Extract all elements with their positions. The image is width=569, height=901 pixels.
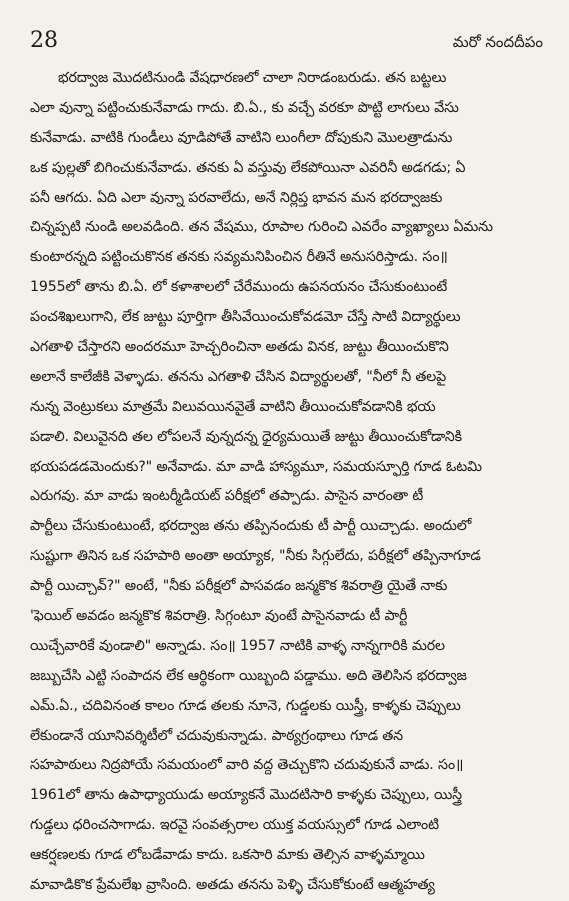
text-line: సుష్టుగా తినిన ఒక సహపాఠి అంతా అయ్యాక, "నీకు సిగ్గులేదు, పరీక్షలో తప్పినాగూడ <box>30 548 481 565</box>
text-line: ఆకర్షణలకు గూడ లోబడేవాడు కాదు. ఒకసారి మాకు తెల్సిన వాళ్ళమ్మాయి <box>30 847 425 864</box>
text-line: ఒక పుల్లతో బిగించుకునేవాడు. తనకు ఏ వస్తువు లేకపోయినా ఎవరినీ అడగడు; ఏ <box>30 159 466 176</box>
page-number: 28 <box>30 28 58 53</box>
text-line: ఎలా వున్నా పట్టించుకునేవాడు గాదు. బి.ఏ., కు వచ్చే వరకూ పొట్టి లాగులు వేసు <box>30 99 459 116</box>
page-header <box>30 28 543 58</box>
text-line: అలానే కాలేజీకి వెళ్ళాడు. తనను ఎగతాళి చేసిన విద్యార్థులతో, "నీలో నీ తలపై <box>30 368 447 385</box>
text-line: కుంటారన్నది పట్టించుకొనక తనకు సవ్యమనిపించిన రీతినే అనుసరిస్తాడు. సం॥ <box>30 249 448 266</box>
text-line: గుడ్డలు ధరించసాగాడు. ఇరవై సంవత్సరాల యుక్త వయస్సులో గూడ ఎలాంటి <box>30 817 439 834</box>
text-line: 1961లో తాను ఉపాధ్యాయుడు అయ్యాకనే మొదటిసారి కాళ్ళకు చెప్పులు, యిస్త్రీ <box>30 787 462 804</box>
text-line: జబ్బుచేసి ఎట్టి సంపాదన లేక ఆర్థికంగా యిబ్బంది పడ్డాము. అది తెలిసిన భరద్వాజ <box>30 667 467 684</box>
running-title: మరో నందదీపం <box>452 33 543 51</box>
text-line: భరద్వాజ మొదటినుండి వేషధారణలో చాలా నిరాడంబరుడు. తన బట్టలు <box>58 70 447 86</box>
text-line: యిచ్చేవారికే వుండాలి" అన్నాడు. సం॥ 1957 నాటికి వాళ్ళ నాన్నగారికి మరల <box>30 637 445 654</box>
text-line: ఎగతాళి చేస్తారని అందరమూ హెచ్చరించినా అతడు వినక, జుట్టు తీయించుకొని <box>30 339 449 356</box>
text-line: నున్న వెంట్రుకలు మాత్రమే విలువయినవైతే వాటిని తీయించుకోవడానికి భయ <box>30 398 436 415</box>
text-line: పనీ ఆగదు. ఏది ఎలా వున్నా పరవాలేదు, అనే నిర్లిప్త భావన మన భరద్వాజకు <box>30 189 443 206</box>
text-line: లేకుండానే యూనివర్శిటీలో చదువుకున్నాడు. పాఠ్యగ్రంథాలు గూడ తన <box>30 727 403 744</box>
text-line: పార్టీ యిచ్చావ్?" అంటే, "నీకు పరీక్షలో పాసవడం జన్మకొక శివరాత్రి యైతే నాకు <box>30 578 448 595</box>
text-line: భయపడడమెందుకు?" అనేవాడు. మా వాడి హాస్యమూ, సమయస్ఫూర్తి గూడ ఓటమి <box>30 458 482 475</box>
text-line: కునేవాడు. వాటికి గుండీలు వూడిపోతే వాటిని లుంగీలా దోపుకుని మొలత్రాడును <box>30 129 453 146</box>
text-line: మావాడికొక ప్రేమలేఖ వ్రాసింది. అతడు తనను పెళ్ళి చేసుకోకుంటే ఆత్మహత్య <box>30 877 435 894</box>
text-line: 1955లో తాను బి.ఏ. లో కళాశాలలో చేరేముందు ఉపనయనం చేసుకుంటుంటే <box>30 279 448 296</box>
body-text <box>30 64 543 901</box>
text-line: సహపాఠులు నిద్రపోయే సమయంలో వారి వద్ద తెచ్చుకొని చదువుకునే వాడు. సం॥ <box>30 757 464 774</box>
text-line: పడాలి. విలువైనది తల లోపలనే వున్నదన్న ధైర్యమయితే జుట్టు తీయించుకోడానికి <box>30 428 462 445</box>
text-line: ఎరుగవు. మా వాడు ఇంటర్మీడియట్ పరీక్షలో తప్పాడు. పాసైన వారంతా టీ <box>30 488 424 505</box>
text-line: 'ఫెయిల్ అవడం జన్మకొక శివరాత్రి. సిగ్గంటూ వుంటే పాసైనవాడు టీ పార్టీ <box>30 608 408 625</box>
text-line: ఎమ్.ఏ., చదివినంత కాలం గూడ తలకు నూనె, గుడ్డలకు యిస్త్రీ, కాళ్ళకు చెప్పులు <box>30 697 461 714</box>
text-line: పార్టీలు చేసుకుంటుంటే, భరద్వాజ తను తప్పినందుకు టీ పార్టీ యిచ్చాడు. అందులో <box>30 518 472 535</box>
text-line: చిన్నప్పటి నుండి అలవడింది. తన వేషము, రూపాల గురించి ఎవరేం వ్యాఖ్యాలు ఏమను <box>30 219 493 236</box>
text-line: పంచశిఖలుగాని, లేక జుట్టు పూర్తిగా తీసివేయించుకోవడమో చేస్తే సాటి విద్యార్థులు <box>30 309 461 326</box>
